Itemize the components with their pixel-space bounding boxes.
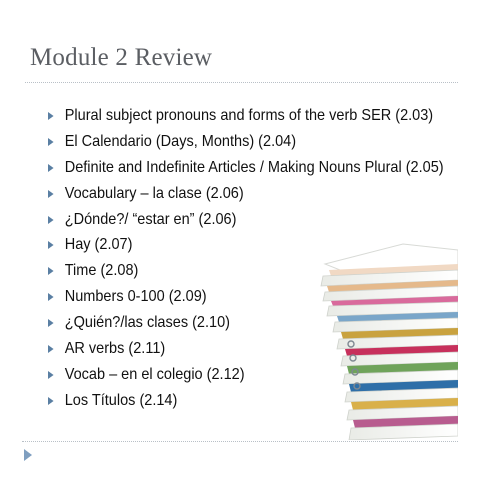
triangle-right-icon	[48, 293, 54, 301]
bullet-text: Hay (2.07)	[64, 236, 133, 254]
bullet-item	[48, 310, 444, 336]
bullet-item	[48, 129, 444, 155]
play-triangle-icon[interactable]	[24, 449, 32, 461]
triangle-right-icon	[48, 371, 54, 379]
bullet-item	[48, 181, 444, 207]
triangle-right-icon	[48, 319, 54, 327]
bullet-text: El Calendario (Days, Months) (2.04)	[64, 132, 297, 150]
triangle-right-icon	[48, 345, 54, 353]
footer-divider	[22, 441, 458, 442]
triangle-right-icon	[48, 216, 54, 224]
bullet-item	[48, 103, 444, 129]
bullet-item	[48, 207, 444, 233]
bullet-text: Vocab – en el colegio (2.12)	[64, 365, 245, 383]
bullet-text: Los Títulos (2.14)	[64, 391, 178, 409]
bullet-item	[48, 232, 444, 258]
bullet-item	[48, 155, 444, 181]
triangle-right-icon	[48, 267, 54, 275]
bullet-item	[48, 258, 444, 284]
bullet-text: ¿Quién?/las clases (2.10)	[64, 314, 230, 332]
bullet-text: Plural subject pronouns and forms of the verb SER (2.03)	[64, 106, 434, 124]
bullet-item	[48, 388, 444, 414]
triangle-right-icon	[48, 138, 54, 146]
bullet-text: Time (2.08)	[64, 262, 139, 280]
bullet-text: AR verbs (2.11)	[64, 339, 166, 357]
bullet-list	[48, 103, 473, 414]
triangle-right-icon	[48, 190, 54, 198]
title-divider	[25, 82, 458, 83]
triangle-right-icon	[48, 397, 54, 405]
triangle-right-icon	[48, 112, 54, 120]
bullet-text: Definite and Indefinite Articles / Making Nouns Plural (2.05)	[64, 158, 444, 176]
bullet-text: Numbers 0-100 (2.09)	[64, 288, 207, 306]
bullet-item	[48, 362, 444, 388]
bullet-item	[48, 284, 444, 310]
bullet-item	[48, 336, 444, 362]
bullet-text: Vocabulary – la clase (2.06)	[64, 184, 244, 202]
triangle-right-icon	[48, 164, 54, 172]
slide-title: Module 2 Review	[30, 44, 213, 71]
triangle-right-icon	[48, 241, 54, 249]
bullet-text: ¿Dónde?/ “estar en” (2.06)	[64, 210, 237, 228]
